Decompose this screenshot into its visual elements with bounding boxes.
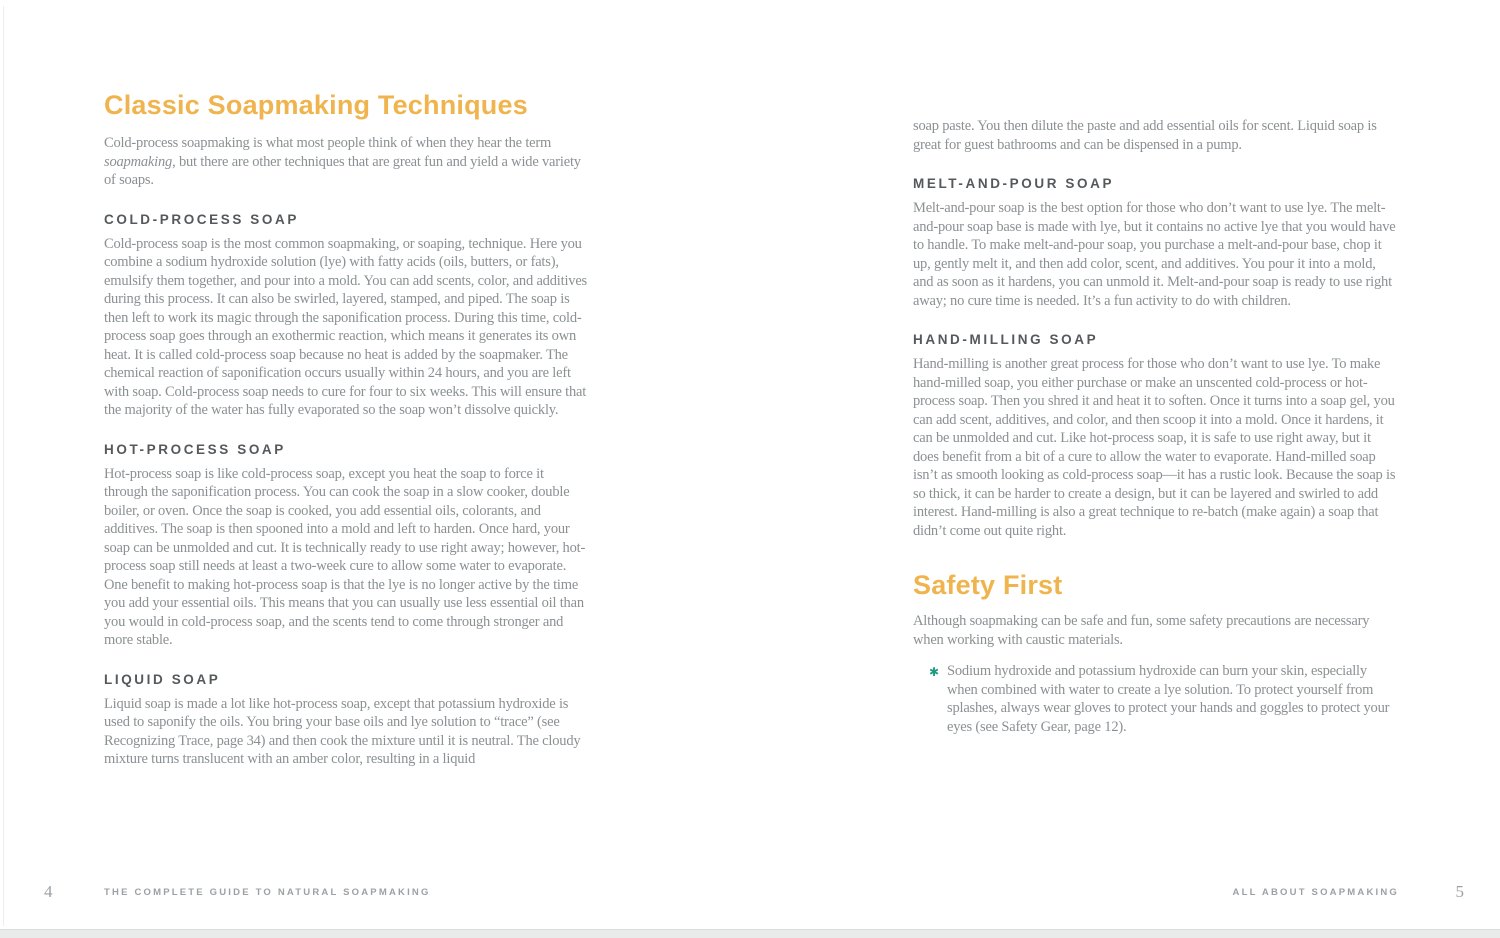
section-body-liquid-soap: Liquid soap is made a lot like hot-process soap, except that potassium hydroxide is used to saponify the oils. You bring your base oils and lye solution to “trace” (see Recognizing Trace, page 34) and then cook the mixture until it is neutral. The cloudy mixture turns translucent with an amber color, resulting in a liquid: [104, 695, 581, 767]
chapter-title: Classic Soapmaking Techniques: [104, 90, 528, 120]
page-number-right: 5: [1455, 882, 1464, 901]
liquid-soap-continuation: soap paste. You then dilute the paste and add essential oils for scent. Liquid soap is great for guest bathrooms and can be dispensed in a pump.: [913, 118, 1377, 153]
safety-first-title: Safety First: [913, 570, 1063, 600]
page-right-column: [913, 117, 1396, 736]
section-heading-melt-and-pour-soap: MELT-AND-POUR SOAP: [913, 176, 1115, 191]
section-heading-cold-process-soap: COLD-PROCESS SOAP: [104, 211, 299, 227]
page-left-edge: [3, 6, 4, 926]
section-body-hand-milling-soap: Hand-milling is another great process for those who don’t want to use lye. To make hand-milled soap, you either purchase or make an unscented cold-process or hot-process soap. Then you shred it and heat it to soften. Once it turns into a soap gel, you can add scent, additives, and color, and then scoop it into a mold. Once it hardens, it can be unmolded and cut. Like hot-process soap, it is safe to use right away, but it does benefit from a bit of a cure to allow the water to evaporate. Hand-milled soap isn’t as smooth looking as cold-process soap—it has a rustic look. Because the soap is so thick, it can be harder to create a design, but it can be layered and swirled to add interest. Hand-milling is also a great technique to re-batch (make again) a soap that didn’t come out quite right.: [913, 356, 1396, 539]
section-heading-liquid-soap: LIQUID SOAP: [104, 671, 221, 687]
running-head-left: THE COMPLETE GUIDE TO NATURAL SOAPMAKING: [104, 887, 431, 898]
intro-text-before: Cold-process soapmaking is what most people think of when they hear the term: [104, 135, 552, 151]
safety-bullet-text: Sodium hydroxide and potassium hydroxide can burn your skin, especially when combined with water to create a lye solution. To protect yourself from splashes, always wear gloves to protect your hands and goggles to protect your eyes (see Safety Gear, page 12).: [947, 663, 1390, 735]
section-body-hot-process-soap: Hot-process soap is like cold-process soap, except you heat the soap to force it through the saponification process. You can cook the soap in a slow cooker, double boiler, or oven. Once the soap is cooked, you add essential oils, colorants, and additives. The soap is then spooned into a mold and left to harden. Once hard, your soap can be unmolded and cut. It is technically ready to use right away; however, hot-process soap still needs at least a two-week cure to allow some water to evaporate. One benefit to making hot-process soap is that the lye is no longer active by the time you add your essential oils. This means that you can usually use less essential oil than you would in cold-process soap, and the scents tend to come through stronger and more stable.: [104, 465, 586, 648]
page-number-left: 4: [44, 882, 53, 901]
safety-bullet-item: [931, 662, 1396, 736]
running-head-right: ALL ABOUT SOAPMAKING: [1232, 887, 1399, 898]
section-heading-hand-milling-soap: HAND-MILLING SOAP: [913, 332, 1099, 347]
intro-text-after: , but there are other techniques that are great fun and yield a wide variety of soaps.: [104, 153, 581, 188]
page-left-column: [104, 90, 587, 769]
page-bottom-edge: [0, 929, 1500, 938]
safety-intro-paragraph: Although soapmaking can be safe and fun, some safety precautions are necessary when working with caustic materials.: [913, 613, 1370, 648]
asterisk-bullet-icon: ✱: [929, 665, 939, 679]
intro-italic-term: soapmaking: [104, 153, 173, 170]
section-body-melt-and-pour-soap: Melt-and-pour soap is the best option for those who don’t want to use lye. The melt-and-pour soap base is made with lye, but it contains no active lye that you would have to handle. To make melt-and-pour soap, you purchase a melt-and-pour base, chop it up, gently melt it, and then add color, scent, and additives. You pour it into a mold, and as soon as it hardens, you can unmold it. Melt-and-pour soap is ready to use right away; no cure time is needed. It’s a fun activity to do with children.: [913, 200, 1396, 309]
section-heading-hot-process-soap: HOT-PROCESS SOAP: [104, 441, 286, 457]
section-body-cold-process-soap: Cold-process soap is the most common soapmaking, or soaping, technique. Here you combine a sodium hydroxide solution (lye) with fatty acids (oils, butters, or fats), emulsify them together, and pour into a mold. You can add scents, color, and additives during this process. It can also be swirled, layered, stamped, and piped. The soap is then left to work its magic through the saponification process. During this time, cold-process soap goes through an exothermic reaction, which means it generates its own heat. It is called cold-process soap because no heat is added by the soapmaker. The chemical reaction of saponification occurs usually within 24 hours, and you are left with soap. Cold-process soap needs to cure for four to six weeks. This will ensure that the majority of the water has fully evaporated so the soap won’t dissolve quickly.: [104, 235, 588, 418]
intro-paragraph: [104, 134, 587, 190]
